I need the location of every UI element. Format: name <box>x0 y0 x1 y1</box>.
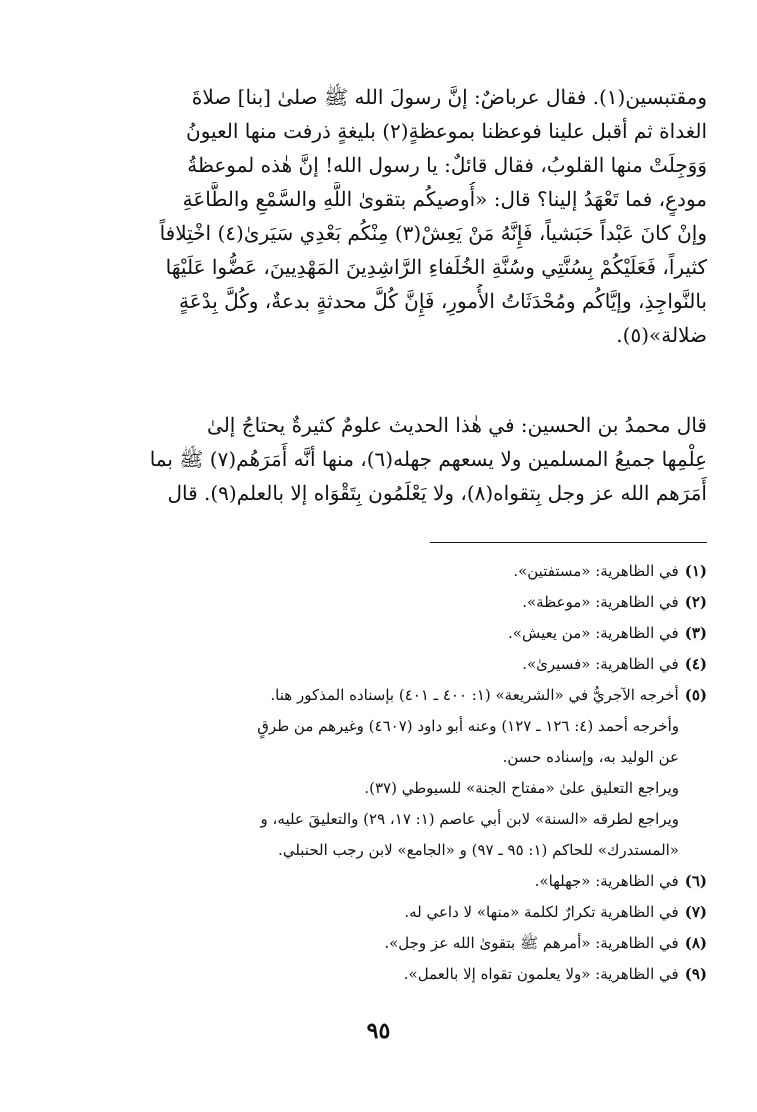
footnote-text: عن الوليد به، وإسناده حسن. <box>502 748 679 766</box>
footnote-text: ويراجع التعليق علىٰ «مفتاح الجنة» للسيوطي (٣٧). <box>364 779 679 797</box>
footnote-item <box>95 618 707 649</box>
footnote-text: في الظاهرية تكرارٌ لكلمة «منها» لا داعي له. <box>404 903 679 921</box>
text-line: وإنْ كانَ عَبْداً حَبَشياً، فَإِنَّهُ مَنْ يَعِشْ(٣) مِنْكُم بَعْدِي سَيَرىٰ(٤) اخْتِلافاً <box>159 221 707 245</box>
page-number: ٩٥ <box>366 1018 391 1044</box>
footnote-number: (١) <box>684 562 707 580</box>
footnote-continuation <box>95 804 707 835</box>
footnote-number: (٤) <box>684 655 707 673</box>
footnote-number: (٧) <box>684 903 707 921</box>
footnote-text: «المستدرك» للحاكم (١: ٩٥ ـ ٩٧) و «الجامع» لابن رجب الحنبلي. <box>278 841 679 859</box>
footnote-number: (٥) <box>684 686 707 704</box>
footnote-continuation <box>95 773 707 804</box>
footnote-text: في الظاهرية: «ولا يعلمون تقواه إلا بالعمل». <box>403 965 679 983</box>
footnote-separator <box>430 542 707 543</box>
footnote-text: في الظاهرية: «أمرهم ﷺ بتقوىٰ الله عز وجل». <box>384 934 679 952</box>
footnote-continuation <box>95 742 707 773</box>
footnote-text: في الظاهرية: «مستفتين». <box>513 562 679 580</box>
footnote-number: (٦) <box>684 872 707 890</box>
footnote-text: في الظاهرية: «فسيرىٰ». <box>522 655 679 673</box>
footnote-continuation <box>95 711 707 742</box>
footnote-number: (٨) <box>684 934 707 952</box>
footnote-item <box>95 556 707 587</box>
text-line: عِلْمِها جميعُ المسلمين ولا يسعهم جهله(٦)، منها أنَّه أَمَرَهُم(٧) ﷺ بما <box>149 447 707 471</box>
text-line: مودعٍ، فما تَعْهَدُ إلينا؟ قال: «أُوصيكُم بتقوىٰ اللَّهِ والسَّمْعِ والطَّاعَةِ <box>182 187 707 211</box>
footnote-item <box>95 680 707 711</box>
text-line: بالنَّواجِذِ، وإيَّاكُم ومُحْدَثَاتُ الأُمورِ، فَإِنَّ كُلَّ محدثةٍ بدعةٌ، وكُلَّ بِدْعَةٍ <box>179 289 707 313</box>
text-line: ضلالة»(٥). <box>616 323 707 347</box>
footnote-number: (٩) <box>684 965 707 983</box>
main-paragraph-hadith <box>95 80 707 352</box>
text-line: كثيراً، فَعَلَيْكُمْ بِسُنَّتِي وسُنَّةِ الخُلَفاءِ الرَّاشِدِينَ المَهْدِيينَ، عَضُّوا عَلَيْهَا <box>165 255 707 279</box>
footnote-item <box>95 897 707 928</box>
footnote-text: أخرجه الآجريُّ في «الشريعة» (١: ٤٠٠ ـ ٤٠١) بإسناده المذكور هنا. <box>270 686 679 704</box>
footnote-text: ويراجع لطرقه «السنة» لابن أبي عاصم (١: ١٧، ٢٩) والتعليقَ عليه، و <box>260 810 679 828</box>
text-line: أَمَرَهم الله عز وجل بِتقواه(٨)، ولا يَعْلَمُون بِتَقْوَاه إلا بالعلم(٩). قال <box>167 481 707 505</box>
footnote-text: في الظاهرية: «جهلها». <box>534 872 679 890</box>
text-line: ومقتبسين(١). فقال عرباضٌ: إنَّ رسولَ الله ﷺ صلىٰ [بنا] صلاةَ <box>191 85 707 109</box>
footnote-item <box>95 866 707 897</box>
footnote-continuation <box>95 835 707 866</box>
footnote-number: (٢) <box>684 593 707 611</box>
footnote-text: في الظاهرية: «من يعيش». <box>508 624 679 642</box>
main-paragraph-commentary <box>95 408 707 510</box>
footnotes-list <box>95 556 707 990</box>
footnote-text: وأخرجه أحمد (٤: ١٢٦ ـ ١٢٧) وعنه أبو داود (٤٦٠٧) وغيرهم من طرقٍ <box>257 717 679 735</box>
footnote-item <box>95 959 707 990</box>
footnote-item <box>95 649 707 680</box>
text-line: الغداة ثم أقبل علينا فوعظنا بموعظةٍ(٢) بليغةٍ ذرفت منها العيونُ <box>186 119 707 143</box>
footnote-item <box>95 587 707 618</box>
text-line: وَوَجِلَتْ منها القلوبُ، فقال قائلٌ: يا رسول الله! إنَّ هٰذه لموعظةُ <box>187 153 707 177</box>
footnote-text: في الظاهرية: «موعظة». <box>522 593 679 611</box>
footnote-item <box>95 928 707 959</box>
footnote-number: (٣) <box>684 624 707 642</box>
text-line: قال محمدُ بن الحسين: في هٰذا الحديث علومٌ كثيرةٌ يحتاجُ إلىٰ <box>207 413 707 437</box>
